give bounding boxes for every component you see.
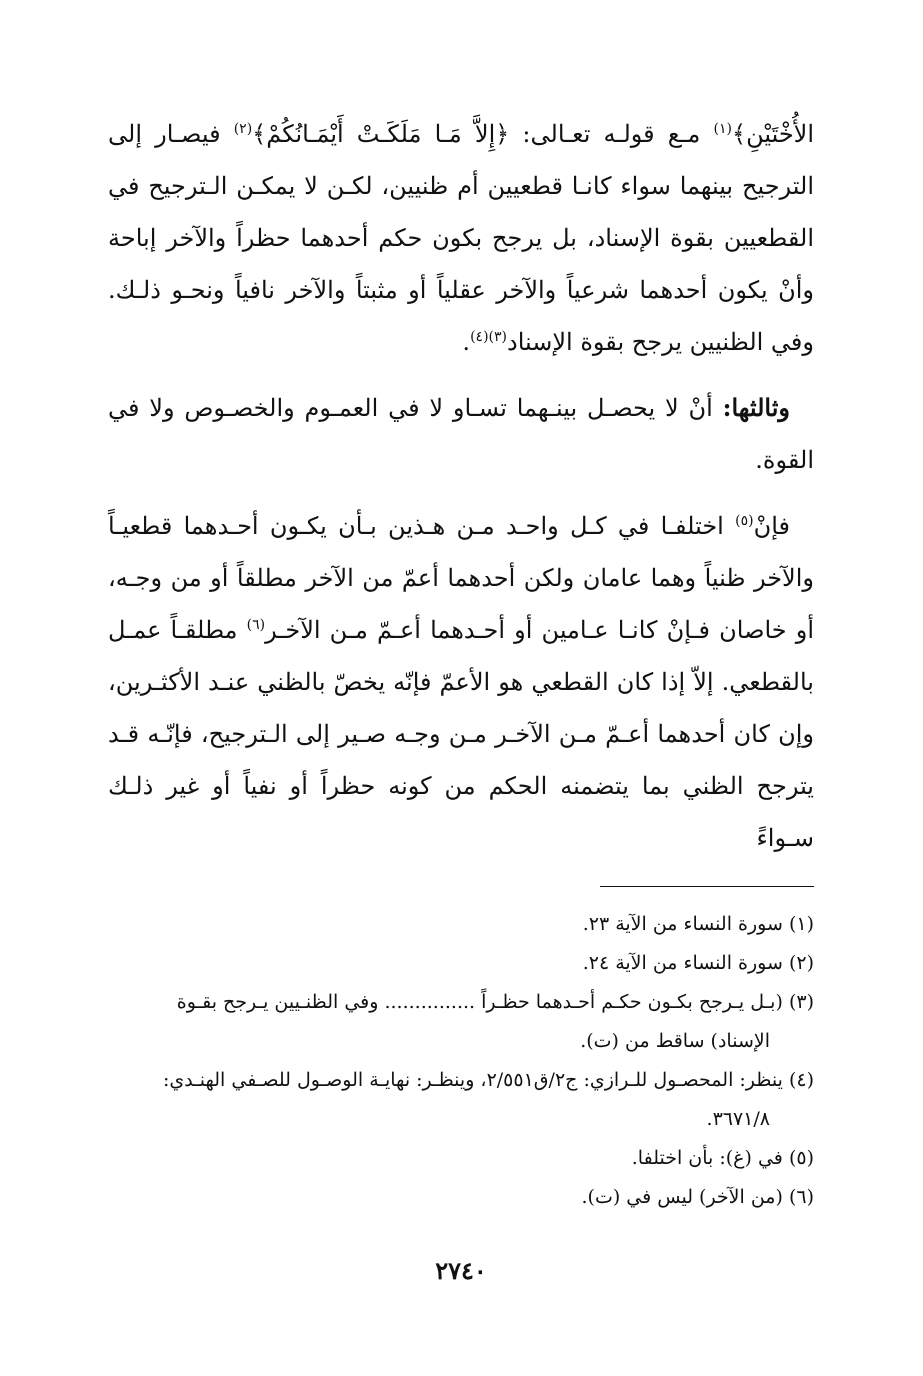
footnote-number: (٤): [788, 1069, 814, 1091]
quran-verse-fragment: الأُخْتَيْنِ﴾: [732, 120, 815, 148]
footnote-1: [108, 905, 814, 944]
footnote-ref-5[interactable]: (٥): [735, 513, 754, 529]
footnote-text: ينظر: المحصـول للـرازي: ج٢/ق٢/٥٥١، وينظـر: نهايـة الوصـول للصـفي الهنـدي:: [162, 1069, 783, 1091]
footnote-continuation: ٣٦٧١/٨.: [706, 1108, 770, 1130]
footnote-ref-2[interactable]: (٢): [233, 121, 253, 137]
paragraph-3: [108, 500, 814, 864]
document-page: [108, 108, 814, 1358]
footnote-5: [108, 1139, 814, 1178]
paragraph-2: [108, 382, 814, 486]
footnote-6: [108, 1178, 814, 1217]
footnote-ref-6[interactable]: (٦): [246, 617, 266, 633]
footnote-number: (٦): [788, 1186, 814, 1208]
footnote-text: (بـل يـرجح بكـون حكـم أحـدهما حظـراً ............... وفي الظنـيين يـرجح بقـوة: [176, 991, 783, 1013]
footnote-number: (٢): [788, 952, 814, 974]
footnote-separator: [600, 886, 814, 887]
footnote-4: [108, 1061, 814, 1139]
footnote-ref-3-4[interactable]: (٣)(٤): [470, 329, 507, 345]
paragraph-3-text-b: اختلفـا في كـل واحـد مـن هـذين بـأن يكـون أحـدهما قطعيـاً والآخر ظنياً وهما عامان ولكن أحدهما أعمّ من الآخر مطلقاً أو من وجـه، أو خاصان فـإنْ كانـا عـامين أو أحـدهما أعـمّ مـن الآخـر: [108, 512, 814, 644]
page-number: ٢٧٤٠: [435, 1256, 487, 1285]
footnote-number: (٥): [788, 1147, 814, 1169]
footnote-text: (من الآخر) ليس في (ت).: [581, 1186, 783, 1208]
paragraph-3-text-c: مطلقـاً عمـل بالقطعي. إلاّ إذا كان القطعي هو الأعمّ فإنّه يخصّ بالظني عنـد الأكثـرين، وإن كان أحدهما أعـمّ مـن الآخـر مـن وجـه صـير إلى الـترجيح، فإنّـه قـد يترجح الظني بما يتضمنه الحكم من كونه حظراً أو نفياً أو غير ذلـك سـواءً: [108, 616, 814, 852]
footnote-text: في (غ): بأن اختلفا.: [631, 1147, 783, 1169]
main-text: [108, 108, 814, 864]
footnotes: [108, 905, 814, 1217]
footnote-continuation: الإسناد) ساقط من (ت).: [580, 1030, 770, 1052]
footnote-2: [108, 944, 814, 983]
paragraph-2-text: أنْ لا يحصـل بينـهما تسـاو لا في العمـوم والخصـوص ولا في القوة.: [108, 394, 814, 474]
footnote-3: [108, 983, 814, 1061]
footnote-ref-1[interactable]: (١): [713, 121, 732, 137]
paragraph-1: [108, 108, 814, 368]
paragraph-1-text-b: مـع قولـه تعـالى: ﴿إِلاَّ مَـا مَلَكَـتْ أَيْمَـانُكُمْ﴾: [252, 120, 714, 148]
footnote-number: (٣): [788, 991, 814, 1013]
footnote-text: سورة النساء من الآية ٢٣.: [582, 913, 783, 935]
paragraph-1-text-c: فيصـار إلى الترجيح بينهما سواء كانـا قطعيين أم ظنيين، لكـن لا يمكـن الـترجيح في القطعيين بقوة الإسناد، بل يرجح بكون حكم أحدهما حظراً والآخر إباحة وأنْ يكون أحدهما شرعياً والآخر عقلياً أو مثبتاً والآخر نافياً ونحـو ذلـك. وفي الظنيين يرجح بقوة الإسناد: [108, 120, 815, 356]
footnote-number: (١): [788, 913, 814, 935]
paragraph-3-text-a: فإنْ: [753, 512, 790, 540]
paragraph-2-lead: وثالثها:: [722, 393, 790, 422]
footnote-text: سورة النساء من الآية ٢٤.: [582, 952, 783, 974]
paragraph-1-end: .: [462, 328, 471, 356]
